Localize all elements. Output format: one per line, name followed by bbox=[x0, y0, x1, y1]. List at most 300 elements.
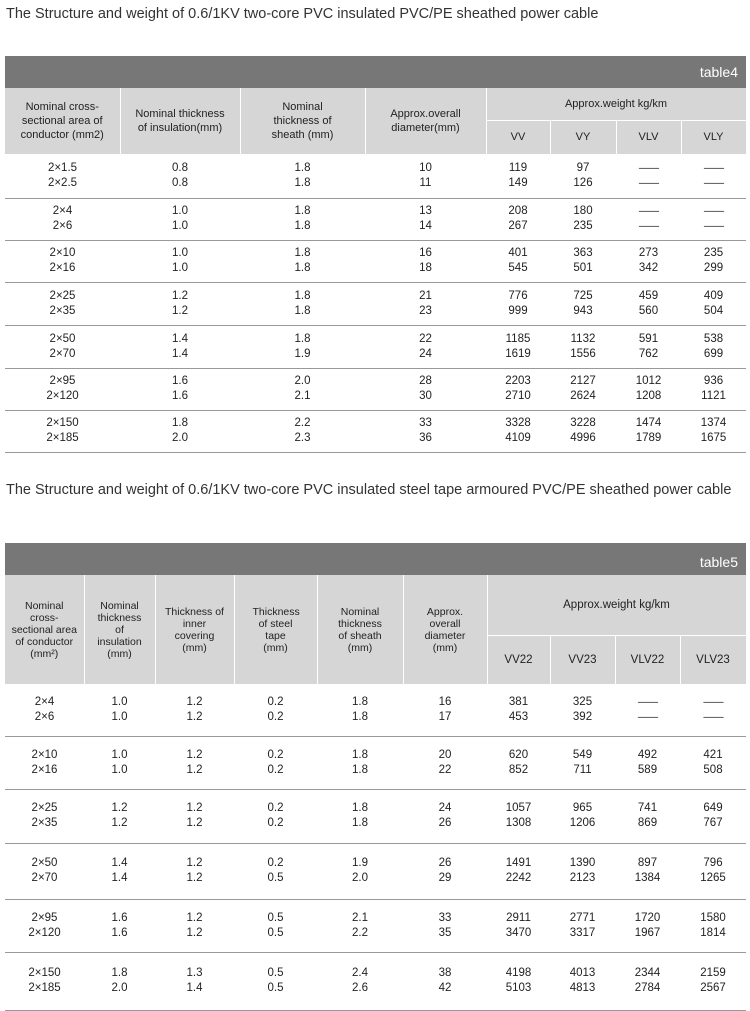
cell-sheath bbox=[317, 736, 403, 789]
header-vlv22: VLV22 bbox=[615, 635, 680, 684]
cell-value: ---------- bbox=[703, 162, 724, 173]
cell-value: 33 bbox=[419, 417, 432, 429]
cell-area bbox=[5, 736, 84, 789]
cell-vlv bbox=[616, 240, 681, 282]
cell-value: 1.6 bbox=[172, 390, 188, 402]
cell-value: 1.8 bbox=[352, 710, 368, 723]
cell-value: 0.5 bbox=[267, 967, 284, 979]
cell-value: 3470 bbox=[505, 926, 532, 939]
cell-vv22 bbox=[487, 789, 550, 843]
cell-vv bbox=[486, 282, 550, 325]
cell-vy bbox=[550, 325, 616, 368]
cell-value: 30 bbox=[419, 390, 432, 402]
cell-sheath bbox=[240, 368, 365, 410]
cell-value: 1.0 bbox=[172, 220, 188, 232]
cell-sheath bbox=[317, 684, 403, 736]
cell-value: 2.2 bbox=[352, 926, 368, 939]
cell-vlv23 bbox=[680, 843, 746, 899]
cell-area bbox=[5, 282, 120, 325]
cell-value: 401 bbox=[508, 247, 528, 259]
cell-value: 1.4 bbox=[111, 857, 128, 869]
table-row bbox=[5, 325, 746, 368]
header-weight: Approx.weight kg/km bbox=[487, 575, 746, 635]
cell-value: 17 bbox=[438, 710, 452, 723]
cell-value: 1491 bbox=[505, 857, 532, 869]
cell-value: 2×2.5 bbox=[47, 176, 78, 189]
cell-value: 591 bbox=[638, 332, 659, 345]
cell-value: 0.8 bbox=[172, 176, 188, 189]
cell-value: 24 bbox=[419, 347, 432, 360]
cell-value: 208 bbox=[508, 205, 528, 217]
cell-value: 699 bbox=[703, 347, 724, 360]
cell-value: 2×10 bbox=[49, 247, 76, 259]
cell-value: 725 bbox=[573, 289, 593, 302]
cell-value: 1.8 bbox=[294, 247, 311, 259]
cell-value: 1.8 bbox=[294, 262, 311, 274]
cell-vly bbox=[681, 410, 746, 452]
cell-value: 0.5 bbox=[267, 911, 284, 924]
cell-value: 4198 bbox=[505, 967, 532, 979]
cell-diameter bbox=[365, 368, 486, 410]
cell-value: 459 bbox=[638, 289, 659, 302]
cell-value: 501 bbox=[573, 262, 593, 274]
cell-area bbox=[5, 684, 84, 736]
cell-value: 538 bbox=[703, 332, 724, 345]
table4-label: table4 bbox=[699, 64, 738, 80]
cell-value: 2771 bbox=[569, 911, 596, 924]
cell-inner bbox=[155, 952, 234, 1010]
cell-value: 2.4 bbox=[352, 967, 368, 979]
header-diameter: Approx.overall diameter(mm) bbox=[365, 88, 486, 154]
cell-value: 126 bbox=[573, 176, 593, 189]
cell-value: 545 bbox=[508, 262, 528, 274]
cell-value: 36 bbox=[419, 432, 432, 444]
cell-value: 2×25 bbox=[49, 289, 76, 302]
header-inner: Thickness of inner covering (mm) bbox=[155, 575, 234, 684]
cell-value: 11 bbox=[419, 176, 432, 189]
cell-value: 762 bbox=[638, 347, 659, 360]
cell-value: 1308 bbox=[505, 817, 532, 829]
cell-value: 741 bbox=[637, 802, 658, 814]
cell-value: 325 bbox=[572, 695, 593, 708]
cell-value: 508 bbox=[703, 763, 723, 776]
table-row bbox=[5, 684, 746, 736]
cell-value: 5103 bbox=[505, 982, 532, 994]
cell-value: 1.0 bbox=[111, 710, 128, 723]
cell-value: 33 bbox=[438, 911, 452, 924]
cell-value: 1.8 bbox=[172, 417, 188, 429]
header-insulation: Nominal thickness of insulation(mm) bbox=[120, 88, 240, 154]
cell-tape bbox=[234, 684, 317, 736]
cell-value: 2.0 bbox=[172, 432, 188, 444]
cell-vv22 bbox=[487, 899, 550, 952]
cell-diameter bbox=[403, 843, 487, 899]
table4 bbox=[5, 88, 747, 453]
cell-vy bbox=[550, 154, 616, 198]
cell-value: 1.6 bbox=[111, 911, 128, 924]
cell-value: 1.2 bbox=[186, 857, 203, 869]
cell-value: 2×16 bbox=[31, 763, 58, 776]
cell-area bbox=[5, 368, 120, 410]
cell-value: 1720 bbox=[634, 911, 661, 924]
cell-value: 0.2 bbox=[267, 802, 284, 814]
cell-sheath bbox=[317, 843, 403, 899]
cell-value: ---------- bbox=[638, 177, 659, 188]
cell-value: 1.2 bbox=[186, 695, 203, 708]
cell-vlv22 bbox=[615, 843, 680, 899]
cell-value: 20 bbox=[438, 748, 452, 761]
cell-value: 2×95 bbox=[31, 911, 58, 924]
cell-value: ---------- bbox=[637, 711, 658, 722]
cell-inner bbox=[155, 899, 234, 952]
cell-insulation bbox=[120, 410, 240, 452]
cell-value: ---------- bbox=[703, 206, 724, 216]
cell-vlv22 bbox=[615, 684, 680, 736]
header-vlv: VLV bbox=[616, 120, 681, 154]
cell-value: 0.5 bbox=[267, 926, 284, 939]
cell-value: 1967 bbox=[634, 926, 661, 939]
cell-value: 1556 bbox=[570, 347, 596, 360]
cell-value: 1.0 bbox=[172, 247, 188, 259]
cell-value: 13 bbox=[419, 205, 432, 217]
cell-sheath bbox=[240, 154, 365, 198]
cell-vlv23 bbox=[680, 899, 746, 952]
cell-value: 897 bbox=[637, 857, 658, 869]
header-area: Nominal cross-sectional area of conductor (mm2) bbox=[5, 88, 120, 154]
cell-insulation bbox=[84, 684, 155, 736]
cell-value: 1.0 bbox=[111, 748, 128, 761]
cell-insulation bbox=[120, 282, 240, 325]
cell-vly bbox=[681, 154, 746, 198]
cell-value: 1.0 bbox=[172, 205, 188, 217]
cell-tape bbox=[234, 899, 317, 952]
cell-value: 273 bbox=[638, 247, 659, 259]
cell-value: 26 bbox=[438, 857, 452, 869]
cell-diameter bbox=[365, 410, 486, 452]
cell-area bbox=[5, 325, 120, 368]
table-row bbox=[5, 899, 746, 952]
header-vlv23: VLV23 bbox=[680, 635, 746, 684]
cell-value: 2.1 bbox=[352, 911, 368, 924]
cell-value: 1.2 bbox=[172, 289, 188, 302]
cell-value: 2×35 bbox=[31, 817, 58, 829]
cell-diameter bbox=[403, 952, 487, 1010]
cell-value: 1132 bbox=[570, 332, 596, 345]
cell-value: 24 bbox=[438, 802, 452, 814]
cell-inner bbox=[155, 736, 234, 789]
cell-sheath bbox=[240, 198, 365, 240]
cell-vlv23 bbox=[680, 736, 746, 789]
cell-value: 267 bbox=[508, 220, 528, 232]
cell-value: 1675 bbox=[700, 432, 727, 444]
cell-value: ---------- bbox=[703, 696, 723, 707]
cell-vv bbox=[486, 240, 550, 282]
table-row bbox=[5, 282, 746, 325]
cell-value: 0.2 bbox=[267, 817, 284, 829]
cell-value: 1206 bbox=[569, 817, 596, 829]
cell-value: 1.4 bbox=[186, 982, 203, 994]
cell-value: 3328 bbox=[505, 417, 531, 429]
cell-value: ---------- bbox=[638, 206, 659, 216]
cell-value: 2×70 bbox=[49, 347, 76, 360]
cell-value: 2159 bbox=[700, 967, 726, 979]
cell-value: 2×16 bbox=[49, 262, 76, 274]
cell-value: 1121 bbox=[701, 390, 726, 402]
cell-tape bbox=[234, 789, 317, 843]
cell-vlv bbox=[616, 368, 681, 410]
cell-area bbox=[5, 789, 84, 843]
cell-value: 1208 bbox=[635, 390, 662, 402]
cell-area bbox=[5, 154, 120, 198]
cell-value: 649 bbox=[703, 802, 723, 814]
cell-vlv23 bbox=[680, 789, 746, 843]
cell-value: 42 bbox=[438, 982, 452, 994]
cell-value: 852 bbox=[508, 763, 529, 776]
header-area: Nominal cross-sectional area of conductor (mm²) bbox=[5, 575, 84, 684]
cell-value: 2.0 bbox=[294, 375, 311, 387]
cell-value: ---------- bbox=[703, 711, 723, 722]
table5-title: The Structure and weight of 0.6/1KV two-core PVC insulated steel tape armoured PVC/PE sheathed power cable bbox=[6, 482, 732, 498]
cell-value: 1.8 bbox=[294, 304, 311, 317]
cell-vly bbox=[681, 325, 746, 368]
cell-insulation bbox=[120, 154, 240, 198]
cell-value: 2.6 bbox=[352, 982, 368, 994]
header-sheath: Nominal thickness of sheath (mm) bbox=[240, 88, 365, 154]
cell-vy bbox=[550, 240, 616, 282]
cell-value: 2.1 bbox=[294, 390, 311, 402]
cell-value: 35 bbox=[438, 926, 452, 939]
cell-value: 0.5 bbox=[267, 872, 284, 884]
cell-value: 16 bbox=[438, 695, 452, 708]
cell-value: 1.8 bbox=[294, 205, 311, 217]
cell-vv23 bbox=[550, 736, 615, 789]
cell-value: 1265 bbox=[700, 872, 726, 884]
cell-value: 549 bbox=[572, 748, 593, 761]
cell-value: ---------- bbox=[638, 162, 659, 173]
cell-vlv bbox=[616, 282, 681, 325]
cell-value: 2×10 bbox=[31, 748, 58, 761]
cell-value: 1.6 bbox=[172, 375, 188, 387]
cell-value: 965 bbox=[572, 802, 593, 814]
cell-value: 392 bbox=[572, 710, 593, 723]
cell-insulation bbox=[84, 899, 155, 952]
cell-insulation bbox=[84, 843, 155, 899]
cell-value: 21 bbox=[419, 289, 432, 302]
table5 bbox=[5, 575, 747, 1011]
cell-value: 1.9 bbox=[294, 347, 311, 360]
cell-value: 1.0 bbox=[172, 262, 188, 274]
table-row bbox=[5, 368, 746, 410]
cell-vv22 bbox=[487, 843, 550, 899]
cell-value: 2×6 bbox=[52, 220, 73, 232]
cell-value: 2×70 bbox=[31, 872, 58, 884]
cell-value: 3228 bbox=[570, 417, 596, 429]
cell-value: 4013 bbox=[569, 967, 596, 979]
cell-tape bbox=[234, 952, 317, 1010]
cell-diameter bbox=[365, 325, 486, 368]
cell-value: 22 bbox=[419, 332, 432, 345]
cell-diameter bbox=[403, 684, 487, 736]
cell-value: 504 bbox=[703, 304, 724, 317]
cell-vy bbox=[550, 368, 616, 410]
cell-value: 2123 bbox=[569, 872, 596, 884]
cell-diameter bbox=[365, 154, 486, 198]
cell-diameter bbox=[403, 789, 487, 843]
cell-value: 3317 bbox=[569, 926, 596, 939]
table-row bbox=[5, 789, 746, 843]
cell-vlv bbox=[616, 198, 681, 240]
header-weight: Approx.weight kg/km bbox=[486, 88, 746, 120]
cell-value: 0.2 bbox=[267, 857, 284, 869]
cell-vv23 bbox=[550, 952, 615, 1010]
cell-value: 869 bbox=[637, 817, 658, 829]
table-row bbox=[5, 843, 746, 899]
cell-value: 2×4 bbox=[34, 695, 55, 708]
table-row bbox=[5, 736, 746, 789]
cell-value: 0.2 bbox=[267, 710, 284, 723]
cell-sheath bbox=[317, 899, 403, 952]
cell-area bbox=[5, 240, 120, 282]
cell-value: 1390 bbox=[569, 857, 596, 869]
cell-value: 2567 bbox=[700, 982, 726, 994]
cell-value: 2×4 bbox=[52, 205, 73, 217]
cell-value: 2242 bbox=[505, 872, 532, 884]
cell-value: 97 bbox=[576, 161, 590, 174]
cell-value: 4996 bbox=[570, 432, 596, 444]
cell-vv22 bbox=[487, 952, 550, 1010]
cell-value: 1.8 bbox=[352, 763, 368, 776]
cell-value: 28 bbox=[419, 375, 432, 387]
cell-value: 1057 bbox=[505, 802, 532, 814]
cell-tape bbox=[234, 843, 317, 899]
cell-value: 0.5 bbox=[267, 982, 284, 994]
cell-value: 1.8 bbox=[294, 176, 311, 189]
cell-sheath bbox=[317, 789, 403, 843]
cell-value: 1.2 bbox=[111, 817, 128, 829]
cell-vlv22 bbox=[615, 736, 680, 789]
header-sheath: Nominal thickness of sheath (mm) bbox=[317, 575, 403, 684]
cell-value: 0.2 bbox=[267, 695, 284, 708]
table5-label: table5 bbox=[699, 554, 738, 570]
cell-value: 149 bbox=[508, 176, 528, 189]
cell-value: 38 bbox=[438, 967, 452, 979]
cell-vlv bbox=[616, 410, 681, 452]
cell-value: 2×95 bbox=[49, 375, 76, 387]
cell-value: 1374 bbox=[700, 417, 727, 429]
cell-value: 1.0 bbox=[111, 695, 128, 708]
table4-label-bar bbox=[5, 56, 746, 88]
cell-value: 2×1.5 bbox=[47, 161, 78, 174]
cell-value: 1814 bbox=[700, 926, 726, 939]
cell-vv bbox=[486, 154, 550, 198]
cell-vlv bbox=[616, 325, 681, 368]
cell-value: 1.2 bbox=[186, 817, 203, 829]
cell-vv bbox=[486, 410, 550, 452]
cell-value: 2×25 bbox=[31, 802, 58, 814]
cell-value: 1.0 bbox=[111, 763, 128, 776]
cell-vy bbox=[550, 410, 616, 452]
cell-vv23 bbox=[550, 843, 615, 899]
cell-value: 1384 bbox=[634, 872, 661, 884]
cell-value: 2911 bbox=[506, 911, 531, 924]
cell-vv23 bbox=[550, 684, 615, 736]
cell-value: ---------- bbox=[637, 696, 658, 707]
cell-value: 796 bbox=[703, 857, 723, 869]
cell-value: 0.2 bbox=[267, 763, 284, 776]
cell-vlv23 bbox=[680, 952, 746, 1010]
cell-insulation bbox=[120, 368, 240, 410]
cell-value: 776 bbox=[508, 289, 528, 302]
table-row bbox=[5, 410, 746, 452]
cell-area bbox=[5, 843, 84, 899]
header-vv23: VV23 bbox=[550, 635, 615, 684]
cell-vy bbox=[550, 198, 616, 240]
cell-value: 1619 bbox=[505, 347, 531, 360]
cell-value: 342 bbox=[638, 262, 659, 274]
cell-inner bbox=[155, 684, 234, 736]
cell-vv bbox=[486, 198, 550, 240]
cell-value: 589 bbox=[637, 763, 658, 776]
cell-value: 235 bbox=[703, 247, 724, 259]
cell-value: 1.3 bbox=[186, 967, 203, 979]
cell-value: 2710 bbox=[505, 390, 531, 402]
table-row bbox=[5, 154, 746, 198]
header-vv: VV bbox=[486, 120, 550, 154]
cell-value: 18 bbox=[419, 262, 432, 274]
header-diameter: Approx. overall diameter (mm) bbox=[403, 575, 487, 684]
cell-value: 1.2 bbox=[186, 911, 203, 924]
header-vly: VLY bbox=[681, 120, 746, 154]
cell-value: 26 bbox=[438, 817, 452, 829]
cell-value: 10 bbox=[419, 161, 432, 174]
cell-diameter bbox=[365, 282, 486, 325]
cell-insulation bbox=[84, 736, 155, 789]
cell-value: 1.8 bbox=[294, 332, 311, 345]
cell-value: 943 bbox=[573, 304, 593, 317]
cell-value: 0.8 bbox=[172, 161, 188, 174]
cell-value: 1.8 bbox=[352, 817, 368, 829]
cell-value: 1.8 bbox=[294, 289, 311, 302]
cell-value: 381 bbox=[508, 695, 529, 708]
cell-value: 409 bbox=[703, 289, 724, 302]
cell-insulation bbox=[120, 240, 240, 282]
cell-area bbox=[5, 952, 84, 1010]
cell-diameter bbox=[365, 198, 486, 240]
cell-value: 2.0 bbox=[111, 982, 128, 994]
cell-value: 1474 bbox=[635, 417, 662, 429]
cell-value: 2.0 bbox=[352, 872, 368, 884]
cell-vv23 bbox=[550, 899, 615, 952]
cell-value: 2.3 bbox=[294, 432, 311, 444]
cell-vv23 bbox=[550, 789, 615, 843]
cell-vlv bbox=[616, 154, 681, 198]
cell-value: ---------- bbox=[703, 177, 724, 188]
cell-value: 1.2 bbox=[111, 802, 128, 814]
cell-vlv22 bbox=[615, 899, 680, 952]
cell-value: 22 bbox=[438, 763, 452, 776]
cell-area bbox=[5, 899, 84, 952]
cell-value: 1.6 bbox=[111, 926, 128, 939]
cell-value: 1.2 bbox=[186, 802, 203, 814]
cell-value: 4109 bbox=[505, 432, 531, 444]
cell-value: 1.2 bbox=[186, 926, 203, 939]
cell-vy bbox=[550, 282, 616, 325]
cell-insulation bbox=[120, 198, 240, 240]
cell-value: ---------- bbox=[703, 221, 724, 231]
cell-value: 2203 bbox=[505, 375, 531, 387]
cell-value: 14 bbox=[419, 220, 432, 232]
cell-value: 1.8 bbox=[352, 695, 368, 708]
